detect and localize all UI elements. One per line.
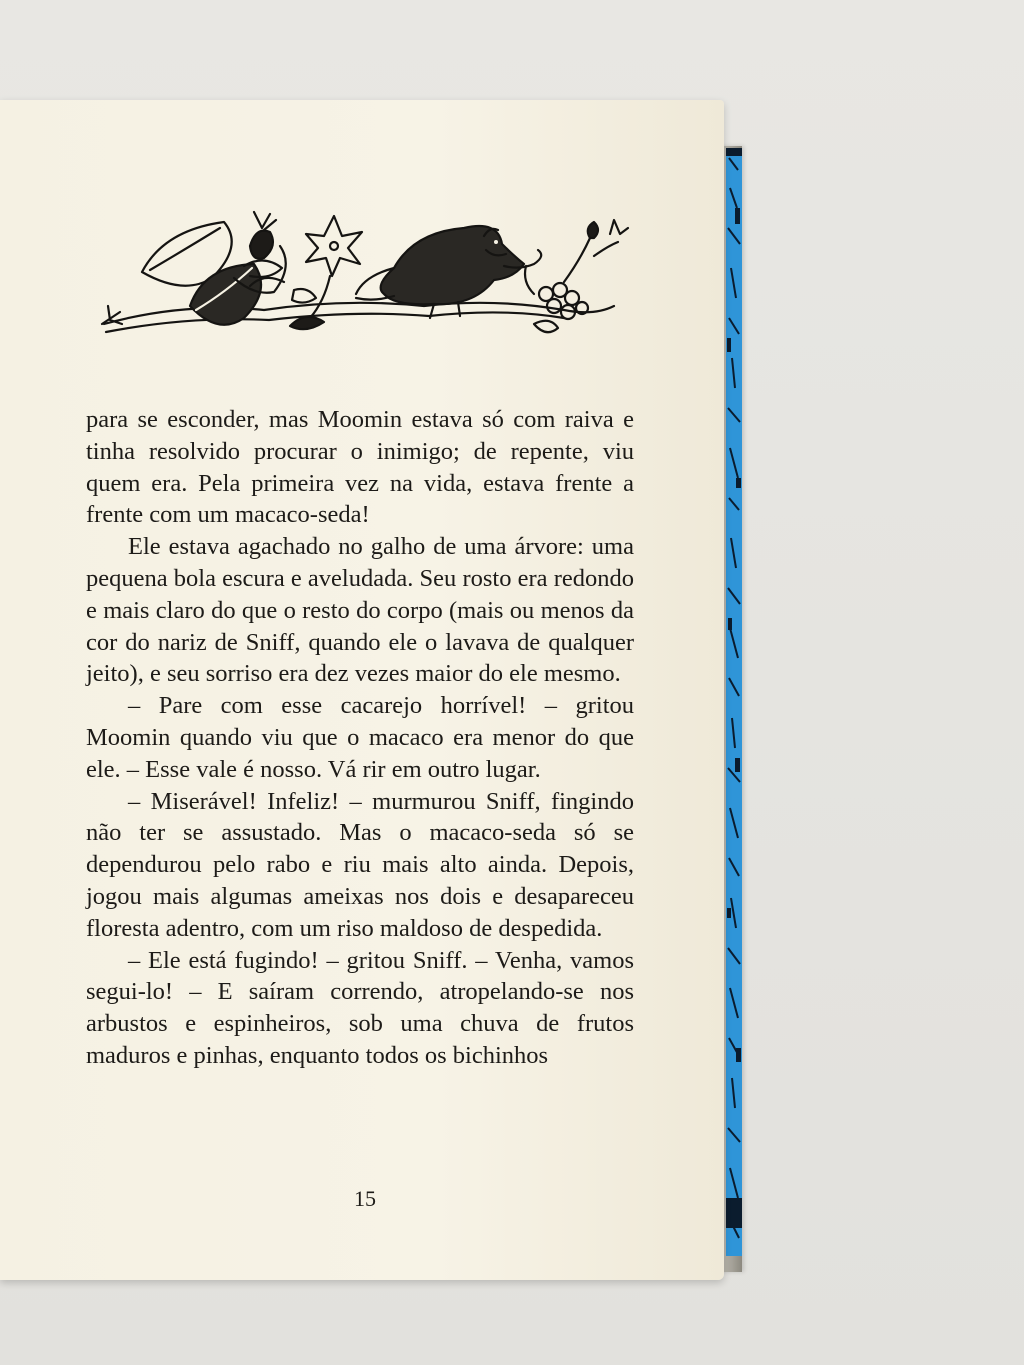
page-body-text: [86, 404, 634, 1072]
cover-pattern-icon: [726, 148, 742, 1256]
book-cover-spine: [726, 148, 742, 1256]
paragraph: – Pare com esse cacarejo horrível! – gritou Moomin quando viu que o macaco era menor do que ele. – Esse vale é nosso. Vá rir em outro lugar.: [86, 692, 634, 783]
paragraph: para se esconder, mas Moomin estava só com raiva e tinha resolvido procurar o inimigo; de repente, viu quem era. Pela primeira vez na vida, estava frente a frente com um macaco-seda!: [86, 406, 634, 529]
moomin-illustration: [94, 206, 634, 352]
page-number: 15: [354, 1186, 376, 1211]
paragraph: Ele estava agachado no galho de uma árvore: uma pequena bola escura e aveludada. Seu rosto era redondo e mais claro do que o resto do corpo (mais ou menos da cor do nariz de Sniff, quando ele o lavava de qualquer jeito), e seu sorriso era dez vezes maior do ele mesmo.: [86, 533, 634, 688]
paragraph: – Ele está fugindo! – gritou Sniff. – Venha, vamos segui-lo! – E saíram correndo, atropelando-se nos arbustos e espinheiros, sob uma chuva de frutos maduros e pinhas, enquanto todos os bichinhos: [86, 946, 634, 1069]
paragraph: – Miserável! Infeliz! – murmurou Sniff, fingindo não ter se assustado. Mas o macaco-seda só se dependurou pelo rabo e riu mais alto ainda. Depois, jogou mais algumas ameixas nos dois e desapareceu floresta adentro, com um riso maldoso de despedida.: [86, 787, 634, 942]
